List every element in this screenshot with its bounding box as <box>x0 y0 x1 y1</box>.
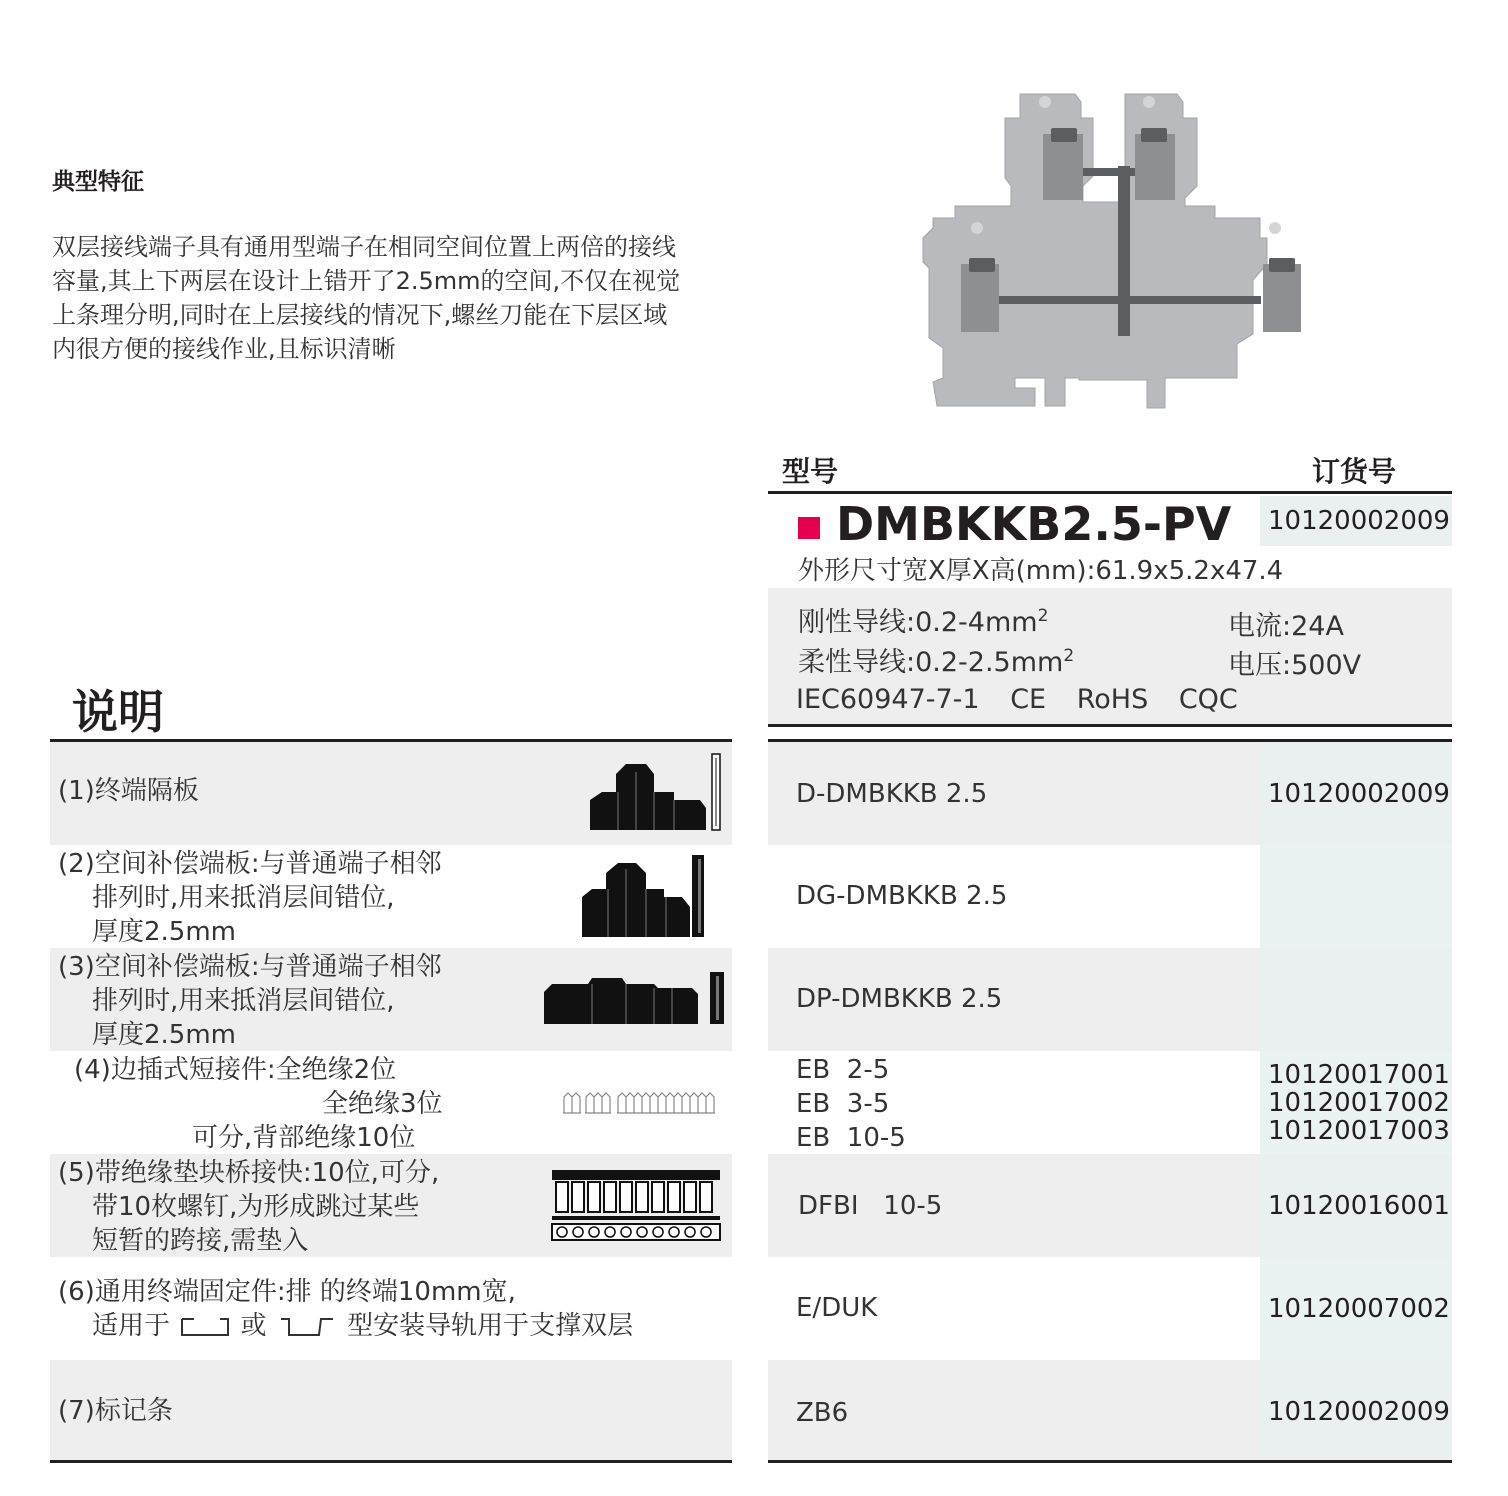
description-line: (7)标记条 <box>58 1396 173 1426</box>
description-title: 说明 <box>72 685 164 739</box>
description-row-6 <box>50 1257 732 1360</box>
voltage-spec: 电压:500V <box>1228 650 1362 681</box>
description-line: 厚度2.5mm <box>92 917 237 947</box>
description-row-4 <box>50 1051 732 1154</box>
red-bullet-icon <box>798 517 820 539</box>
description-line: 短暂的跨接,需垫入 <box>92 1226 309 1256</box>
features-line: 双层接线端子具有通用型端子在相同空间位置上两倍的接线 <box>52 233 676 261</box>
accessory-model: D-DMBKKB 2.5 <box>796 779 988 809</box>
rigid-wire-spec <box>798 600 1048 639</box>
space-compensation-plate-flat-icon <box>542 970 728 1026</box>
features-body <box>52 230 742 366</box>
product-order-number: 10120002009 <box>1260 496 1452 546</box>
description-bottom-rule <box>50 1460 732 1463</box>
description-line-with-rail-icons <box>92 1309 633 1343</box>
accessory-order-number: 10120017002 <box>1268 1088 1450 1118</box>
rigid-wire-exponent: 2 <box>1037 606 1049 626</box>
accessory-bottom-rule <box>768 1460 1452 1463</box>
product-name <box>798 497 1231 551</box>
flexible-wire-text: 柔性导线:0.2-2.5mm <box>798 647 1064 678</box>
top-hat-rail-icon <box>279 1315 335 1337</box>
accessory-row-5 <box>768 1154 1452 1257</box>
accessory-model: ZB6 <box>796 1398 849 1428</box>
current-spec: 电流:24A <box>1228 611 1344 642</box>
description-line: (4)边插式短接件:全绝缘2位 <box>74 1055 397 1085</box>
features-line: 上条理分明,同时在上层接线的情况下,螺丝刀能在下层区域 <box>52 301 668 329</box>
insulated-bridge-icon <box>550 1168 722 1242</box>
model-column-header: 型号 <box>782 455 839 488</box>
description-row-1 <box>50 742 732 845</box>
description-row-7 <box>50 1360 732 1463</box>
features-line: 内很方便的接线作业,且标识清晰 <box>52 335 396 363</box>
accessory-model: EB 10-5 <box>796 1123 906 1153</box>
description-line: (2)空间补偿端板:与普通端子相邻 <box>58 849 442 879</box>
order-cell <box>1260 948 1452 1051</box>
end-barrier-icon <box>588 752 728 832</box>
description-row-2 <box>50 845 732 948</box>
features-heading: 典型特征 <box>52 169 144 195</box>
features-line: 容量,其上下两层在设计上错开了2.5mm的空间,不仅在视觉 <box>52 267 681 295</box>
product-dimensions: 外形尺寸宽X厚X高(mm):61.9x5.2x47.4 <box>798 556 1284 586</box>
accessory-model: EB 3-5 <box>796 1089 890 1119</box>
description-line: 全绝缘3位 <box>322 1089 443 1119</box>
accessory-row-3 <box>768 948 1452 1051</box>
description-line: (1)终端隔板 <box>58 776 199 806</box>
flexible-wire-exponent: 2 <box>1063 646 1075 666</box>
accessory-order-number: 10120002009 <box>1268 1397 1450 1427</box>
order-cell <box>1260 845 1452 948</box>
description-line: 排列时,用来抵消层间错位, <box>92 986 395 1016</box>
cert-cqc: CQC <box>1178 684 1238 715</box>
accessory-model: DFBI 10-5 <box>798 1191 943 1221</box>
order-column-header: 订货号 <box>1312 455 1397 488</box>
accessory-row-7 <box>768 1360 1452 1463</box>
accessory-order-number: 10120002009 <box>1268 779 1450 809</box>
rigid-wire-text: 刚性导线:0.2-4mm <box>798 607 1038 638</box>
accessory-row-1 <box>768 742 1452 845</box>
description-line: 厚度2.5mm <box>92 1020 237 1050</box>
accessory-order-number: 10120007002 <box>1268 1294 1450 1324</box>
space-compensation-plate-icon <box>580 853 712 939</box>
accessory-row-6 <box>768 1257 1452 1360</box>
description-line: (3)空间补偿端板:与普通端子相邻 <box>58 952 442 982</box>
accessory-row-4 <box>768 1051 1452 1154</box>
description-row-3 <box>50 948 732 1051</box>
product-photo <box>915 88 1347 412</box>
accessory-order-number: 10120017003 <box>1268 1116 1450 1146</box>
accessory-model: DG-DMBKKB 2.5 <box>796 881 1008 911</box>
accessory-order-number: 10120016001 <box>1268 1191 1450 1221</box>
accessory-model: DP-DMBKKB 2.5 <box>796 984 1003 1014</box>
plug-in-bridge-icon <box>562 1091 722 1115</box>
cert-iec: IEC60947-7-1 <box>796 684 980 715</box>
description-text: 或 <box>240 1311 267 1341</box>
accessory-model: EB 2-5 <box>796 1055 890 1085</box>
description-line: 排列时,用来抵消层间错位, <box>92 883 395 913</box>
description-text: 型安装导轨用于支撑双层 <box>347 1311 634 1341</box>
c-rail-icon <box>180 1315 230 1337</box>
description-line: 可分,背部绝缘10位 <box>192 1123 416 1153</box>
accessory-order-number: 10120017001 <box>1268 1060 1450 1090</box>
description-text: 适用于 <box>92 1311 171 1341</box>
description-line: 带10枚螺钉,为形成跳过某些 <box>92 1192 420 1222</box>
product-name-text: DMBKKB2.5-PV <box>836 497 1232 551</box>
description-row-5 <box>50 1154 732 1257</box>
description-line: (6)通用终端固定件:排 的终端10mm宽, <box>58 1277 516 1307</box>
certifications <box>796 684 1238 715</box>
spec-bottom-rule <box>768 724 1452 727</box>
flexible-wire-spec <box>798 640 1074 679</box>
cert-rohs: RoHS <box>1076 684 1149 715</box>
accessory-row-2 <box>768 845 1452 948</box>
description-line: (5)带绝缘垫块桥接快:10位,可分, <box>58 1158 440 1188</box>
accessory-model: E/DUK <box>796 1293 878 1323</box>
cert-ce: CE <box>1010 684 1047 715</box>
header-rule <box>768 491 1452 494</box>
